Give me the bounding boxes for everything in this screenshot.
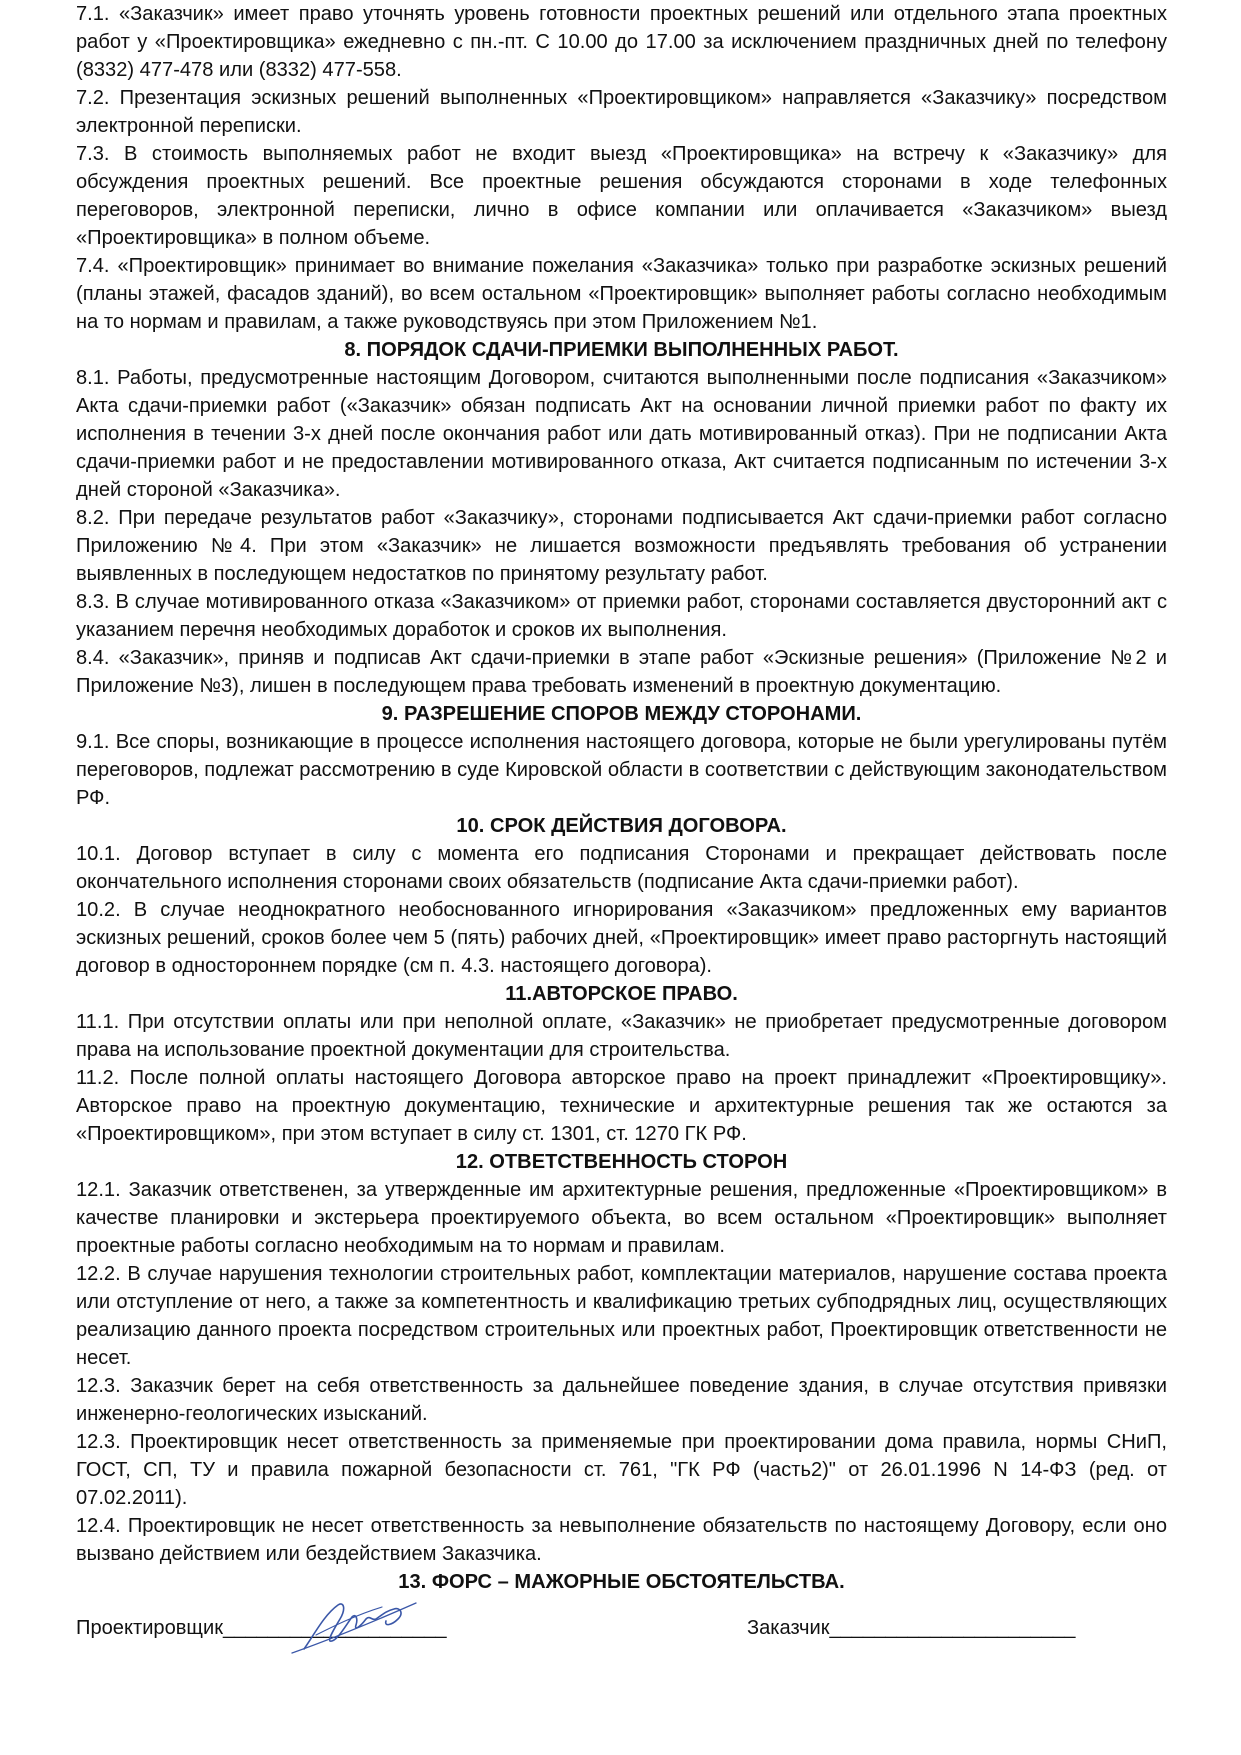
clause-paragraph: 8.1. Работы, предусмотренные настоящим Договором, считаются выполненными после подписания «Заказчиком» Акта сдачи-приемки работ («Заказчик» обязан подписать Акт на основании личной приемки работ по факту их исполнения в течении 3-х дней после окончания работ или дать мотивированный отказ). При не подписании Акта сдачи-приемки работ и не предоставлении мотивированного отказа, Акт считается подписанным по истечении 3-х дней стороной «Заказчика».	[76, 367, 1167, 501]
clause-paragraph: 9.1. Все споры, возникающие в процессе исполнения настоящего договора, которые не были урегулированы путём переговоров, подлежат рассмотрению в суде Кировской области в соответствии с действующим законодательством РФ.	[76, 731, 1167, 809]
signature-row	[76, 1617, 1167, 1677]
handwritten-signature	[286, 1595, 426, 1657]
clause-paragraph: 7.4. «Проектировщик» принимает во внимание пожелания «Заказчика» только при разработке эскизных решений (планы этажей, фасадов зданий), во всем остальном «Проектировщик» выполняет работы согласно необходимым на то нормам и правилам, а также руководствуясь при этом Приложением №1.	[76, 255, 1167, 333]
clause-paragraph: 8.3. В случае мотивированного отказа «Заказчиком» от приемки работ, сторонами составляется двусторонний акт с указанием перечня необходимых доработок и сроков их выполнения.	[76, 591, 1167, 641]
clause-paragraph: 12.3. Проектировщик несет ответственность за применяемые при проектировании дома правила, нормы СНиП, ГОСТ, СП, ТУ и правила пожарной безопасности ст. 761, "ГК РФ (часть2)" от 26.01.1996 N 14-ФЗ (ред. от 07.02.2011).	[76, 1431, 1167, 1509]
clause-paragraph: 10.2. В случае неоднократного необоснованного игнорирования «Заказчиком» предложенных ему вариантов эскизных решений, сроков более чем 5 (пять) рабочих дней, «Проектировщик» имеет право расторгнуть настоящий договор в одностороннем порядке (см п. 4.3. настоящего договора).	[76, 899, 1167, 977]
clause-paragraph: 12.1. Заказчик ответственен, за утвержденные им архитектурные решения, предложенные «Проектировщиком» в качестве планировки и экстерьера проектируемого объекта, во всем остальном «Проектировщик» выполняет проектные работы согласно необходимым на то нормам и правилам.	[76, 1179, 1167, 1257]
clause-paragraph: 8.4. «Заказчик», приняв и подписав Акт сдачи-приемки в этапе работ «Эскизные решения» (Приложение №2 и Приложение №3), лишен в последующем права требовать изменений в проектную документацию.	[76, 647, 1167, 697]
clause-paragraph: 10.1. Договор вступает в силу с момента его подписания Сторонами и прекращает действовать после окончательного исполнения сторонами своих обязательств (подписание Акта сдачи-приемки работ).	[76, 843, 1167, 893]
clause-paragraph: 12.3. Заказчик берет на себя ответственность за дальнейшее поведение здания, в случае отсутствия привязки инженерно-геологических изысканий.	[76, 1375, 1167, 1425]
clause-paragraph: 11.2. После полной оплаты настоящего Договора авторское право на проект принадлежит «Проектировщику». Авторское право на проектную документацию, технические и архитектурные решения так же остаются за «Проектировщиком», при этом вступает в силу ст. 1301, ст. 1270 ГК РФ.	[76, 1067, 1167, 1145]
section-heading: 13. ФОРС – МАЖОРНЫЕ ОБСТОЯТЕЛЬСТВА.	[398, 1571, 845, 1593]
clause-paragraph: 11.1. При отсутствии оплаты или при неполной оплате, «Заказчик» не приобретает предусмотренные договором права на использование проектной документации для строительства.	[76, 1011, 1167, 1061]
clause-paragraph: 12.4. Проектировщик не несет ответственность за невыполнение обязательств по настоящему Договору, если оно вызвано действием или бездействием Заказчика.	[76, 1515, 1167, 1565]
clause-paragraph: 7.2. Презентация эскизных решений выполненных «Проектировщиком» направляется «Заказчику» посредством электронной переписки.	[76, 87, 1167, 137]
clause-paragraph: 7.3. В стоимость выполняемых работ не входит выезд «Проектировщика» на встречу к «Заказчику» для обсуждения проектных решений. Все проектные решения обсуждаются сторонами в ходе телефонных переговоров, электронной переписки, лично в офисе компании или оплачивается «Заказчиком» выезд «Проектировщика» в полном объеме.	[76, 143, 1167, 249]
section-heading: 8. ПОРЯДОК СДАЧИ-ПРИЕМКИ ВЫПОЛНЕННЫХ РАБОТ.	[344, 339, 899, 361]
document-body	[76, 0, 1167, 1596]
customer-signature-line: Заказчик______________________	[747, 1617, 1076, 1639]
section-heading: 10. СРОК ДЕЙСТВИЯ ДОГОВОРА.	[456, 815, 787, 837]
section-heading: 9. РАЗРЕШЕНИЕ СПОРОВ МЕЖДУ СТОРОНАМИ.	[381, 703, 862, 725]
designer-signature-line: Проектировщик____________________	[76, 1617, 447, 1639]
clause-paragraph: 7.1. «Заказчик» имеет право уточнять уровень готовности проектных решений или отдельного этапа проектных работ у «Проектировщика» ежедневно с пн.-пт. С 10.00 до 17.00 за исключением праздничных дней по телефону (8332) 477-478 или (8332) 477-558.	[76, 3, 1167, 81]
clause-paragraph: 12.2. В случае нарушения технологии строительных работ, комплектации материалов, нарушение состава проекта или отступление от него, а также за компетентность и квалификацию третьих субподрядных лиц, осуществляющих реализацию данного проекта посредством строительных или проектных работ, Проектировщик ответственности не несет.	[76, 1263, 1167, 1369]
section-heading: 12. ОТВЕТСТВЕННОСТЬ СТОРОН	[455, 1151, 788, 1173]
clause-paragraph: 8.2. При передаче результатов работ «Заказчику», сторонами подписывается Акт сдачи-приемки работ согласно Приложению №4. При этом «Заказчик» не лишается возможности предъявлять требования об устранении выявленных в последующем недостатков по принятому результату работ.	[76, 507, 1167, 585]
section-heading: 11.АВТОРСКОЕ ПРАВО.	[505, 983, 738, 1005]
